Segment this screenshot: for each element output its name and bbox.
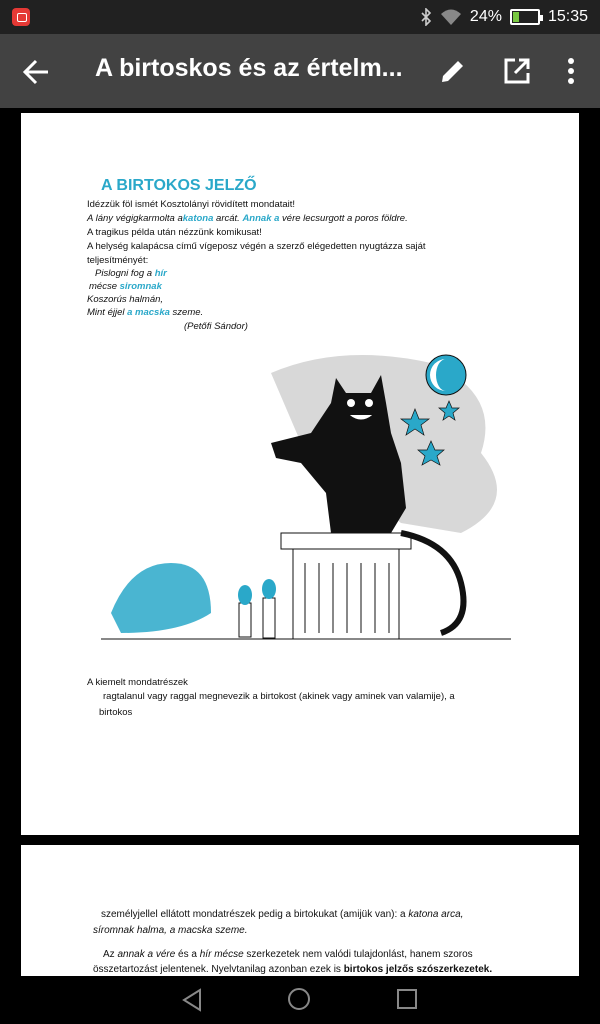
navigation-bar bbox=[0, 976, 600, 1024]
text-line: A kiemelt mondatrészek bbox=[87, 677, 188, 688]
nav-home-icon[interactable] bbox=[287, 987, 311, 1011]
text-line: Idézzük föl ismét Kosztolányi rövidített mondatait! bbox=[87, 199, 296, 210]
app-notification-icon bbox=[12, 8, 30, 26]
section-heading: A BIRTOKOS JELZŐ bbox=[101, 177, 257, 194]
more-options-icon[interactable] bbox=[560, 56, 582, 86]
poem-line: Koszorús halmán, bbox=[87, 294, 164, 305]
bluetooth-icon bbox=[420, 8, 432, 26]
back-arrow-icon[interactable] bbox=[22, 58, 50, 86]
text-line: síromnak halma, a macska szeme. bbox=[93, 925, 248, 936]
text-line: birtokos bbox=[99, 707, 133, 718]
app-bar bbox=[0, 34, 600, 108]
text-line: A helység kalapácsa című vígeposz végén a szerző elégedetten nyugtázza saját bbox=[87, 241, 426, 252]
text-line: A tragikus példa után nézzünk komikusat! bbox=[87, 227, 262, 238]
text-line: Az annak a vére és a hír mécse szerkezetek nem valódi tulajdonlást, hanem szoros bbox=[103, 949, 473, 960]
text-line: A lány végigkarmolta akatona arcát. Annak a vére lecsurgott a poros földre. bbox=[87, 213, 408, 224]
battery-icon bbox=[510, 9, 540, 25]
pdf-page-2 bbox=[21, 845, 579, 976]
wifi-icon bbox=[440, 8, 462, 26]
poem-line: mécse siromnak bbox=[89, 281, 162, 292]
poem-line: Pislogni fog a hír bbox=[95, 268, 167, 279]
status-icons bbox=[420, 6, 588, 28]
status-bar bbox=[0, 0, 600, 34]
clock: 15:35 bbox=[547, 8, 588, 25]
edit-pencil-icon[interactable] bbox=[438, 56, 468, 86]
poem-author: (Petőfi Sándor) bbox=[184, 321, 248, 332]
nav-recents-icon[interactable] bbox=[396, 988, 418, 1010]
text-line: teljesítményét: bbox=[87, 255, 149, 266]
nav-back-icon[interactable] bbox=[180, 988, 204, 1012]
pdf-page-1 bbox=[21, 113, 579, 835]
text-line: személyjellel ellátott mondatrészek pedig a birtokukat (amijük van): a katona arca, bbox=[101, 909, 464, 920]
open-external-icon[interactable] bbox=[502, 56, 532, 86]
text-line: ragtalanul vagy raggal megnevezik a birtokost (akinek vagy aminek van valamije), a bbox=[103, 691, 455, 702]
document-title: A birtoskos és az értelm... bbox=[95, 54, 403, 82]
battery-percent: 24% bbox=[469, 8, 502, 25]
poem-line: Mint éjjel a macska szeme. bbox=[87, 307, 204, 318]
cat-illustration bbox=[101, 333, 521, 653]
text-line: összetartozást jelentenek. Nyelvtanilag azonban ezek is birtokos jelzős szószerkezetek. bbox=[93, 964, 493, 975]
